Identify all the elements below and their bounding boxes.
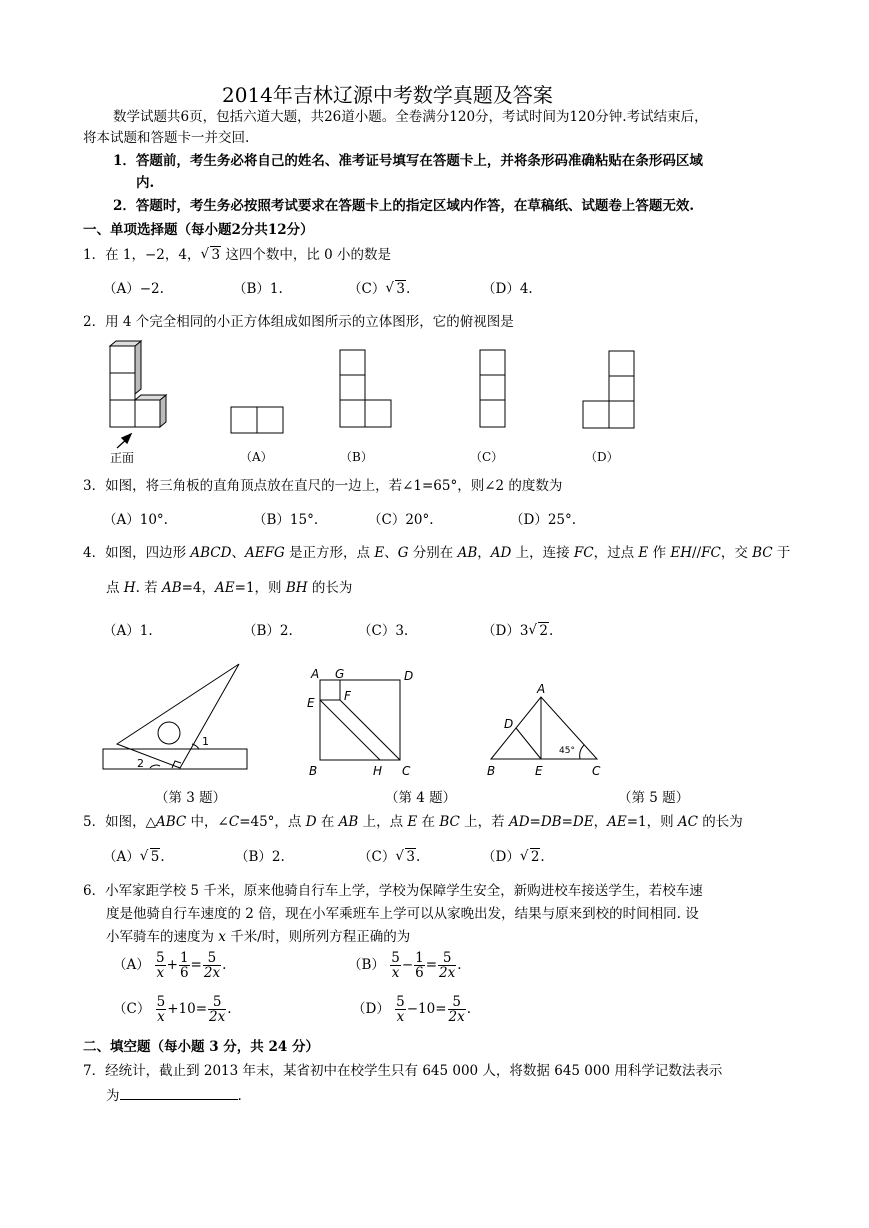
- intro-line-2: 将本试题和答题卡一并交回.: [83, 130, 250, 146]
- q5-option-a: （A）√ 5.: [103, 849, 165, 865]
- fig5-label-E: E: [535, 764, 543, 778]
- q1-option-b: （B）1.: [233, 281, 283, 297]
- fig4-label-F: F: [344, 689, 351, 703]
- fig4-label-B: B: [309, 764, 318, 778]
- question-4-line-1: 4．如图，四边形 ABCD、AEFG 是正方形，点 E、G 分别在 AB，AD 上，连接 FC，过点 E 作 EH//FC，交 BC 于: [83, 545, 791, 561]
- fig3-angle-1: 1: [202, 735, 209, 748]
- q2-label-b: （B）: [340, 450, 373, 464]
- fig5-label-B: B: [487, 764, 496, 778]
- question-1: 1．在 1，−2，4，√ 3 这四个数中，比 0 小的数是: [83, 247, 391, 263]
- fig5-label-D: D: [504, 717, 514, 731]
- fig4-caption: （第 4 题）: [385, 790, 457, 806]
- fig4-label-G: G: [335, 667, 345, 681]
- q1-option-c: （C）√ 3.: [348, 281, 410, 297]
- question-3: 3．如图，将三角板的直角顶点放在直尺的一边上，若∠1=65°，则∠2 的度数为: [83, 478, 563, 494]
- question-6-line-2: 度是他骑自行车速度的 2 倍，现在小军乘班车上学可以从家晚出发，结果与原来到校的时间相同. 设: [106, 906, 699, 922]
- note-1: 1．答题前，考生务必将自己的姓名、准考证号填写在答题卡上，并将条形码准确粘贴在条形码区域: [113, 153, 703, 169]
- q6-option-a: （A） $\frac{5}{x}$ + $\frac{1}{6}$ = $\frac{5}{2x}$ .: [113, 950, 227, 982]
- fig4-label-A: A: [311, 667, 320, 681]
- fig4-label-C: C: [402, 764, 411, 778]
- q2-label-d: （D）: [585, 450, 619, 464]
- q4-option-a: （A）1.: [103, 623, 153, 639]
- q1-option-a: （A）−2.: [103, 281, 164, 297]
- fig4-label-D: D: [404, 669, 414, 683]
- question-6-line-1: 6．小军家距学校 5 千米，原来他骑自行车上学，学校为保障学生安全，新购进校车接送学生，若校车速: [83, 883, 703, 899]
- q2-label-a: （A）: [240, 450, 273, 464]
- q3-option-d: （D）25°.: [510, 512, 577, 528]
- note-1-cont: 内.: [136, 175, 155, 191]
- q5-option-c: （C）√ 3.: [358, 849, 420, 865]
- question-4-line-2: 点 H. 若 AB=4，AE=1，则 BH 的长为: [106, 580, 353, 596]
- q4-option-d: （D）3√ 2.: [482, 623, 553, 639]
- section-1-heading: 一、单项选择题（每小题2分共12分）: [83, 222, 314, 238]
- q6-option-b: （B） $\frac{5}{x}$ − $\frac{1}{6}$ = $\frac{5}{2x}$ .: [348, 950, 462, 982]
- figure-3: [103, 664, 247, 769]
- note-2: 2．答题时，考生务必按照考试要求在答题卡上的指定区域内作答，在草稿纸、试题卷上答题无效.: [113, 198, 695, 214]
- section-2-heading: 二、填空题（每小题 3 分，共 24 分）: [83, 1039, 319, 1055]
- q3-option-b: （B）15°.: [253, 512, 319, 528]
- q6-option-d: （D） $\frac{5}{x}$ −10= $\frac{5}{2x}$ .: [352, 994, 472, 1026]
- question-5: 5．如图，△ABC 中，∠C=45°，点 D 在 AB 上，点 E 在 BC 上，若 AD=DB=DE，AE=1，则 AC 的长为: [83, 814, 743, 830]
- fig5-label-C: C: [592, 764, 601, 778]
- figure-4: [320, 680, 400, 760]
- fig4-label-H: H: [373, 764, 383, 778]
- q1-option-d: （D）4.: [482, 281, 533, 297]
- q4-option-b: （B）2.: [243, 623, 293, 639]
- question-7-line-2: 为 .: [106, 1088, 242, 1104]
- q5-option-b: （B）2.: [235, 849, 285, 865]
- q4-option-c: （C）3.: [358, 623, 409, 639]
- question-2: 2．用 4 个完全相同的小正方体组成如图所示的立体图形，它的俯视图是: [83, 314, 514, 330]
- q3-option-c: （C）20°.: [368, 512, 434, 528]
- question-6-line-3: 小军骑车的速度为 x 千米/时，则所列方程正确的为: [106, 929, 411, 945]
- intro-line-1: 数学试题共6页，包括六道大题，共26道小题。全卷满分120分，考试时间为120分钟.考试结束后，: [113, 109, 708, 125]
- fig5-caption: （第 5 题）: [618, 790, 690, 806]
- answer-blank[interactable]: [120, 1087, 238, 1100]
- front-label: 正面: [110, 451, 135, 465]
- fig4-label-E: E: [307, 696, 315, 710]
- question-7-line-1: 7．经统计，截止到 2013 年末，某省初中在校学生只有 645 000 人，将数据 645 000 用科学记数法表示: [83, 1063, 723, 1079]
- q6-option-c: （C） $\frac{5}{x}$ +10= $\frac{5}{2x}$ .: [113, 994, 232, 1026]
- page-title: 2014年吉林辽源中考数学真题及答案: [222, 83, 553, 107]
- fig3-caption: （第 3 题）: [155, 790, 227, 806]
- q5-option-d: （D）√ 2.: [482, 849, 545, 865]
- fig5-label-A: A: [537, 682, 546, 696]
- q2-label-c: （C）: [470, 450, 504, 464]
- fig3-angle-2: 2: [137, 757, 144, 770]
- fig5-angle-45: 45°: [559, 746, 575, 756]
- q3-option-a: （A）10°.: [103, 512, 168, 528]
